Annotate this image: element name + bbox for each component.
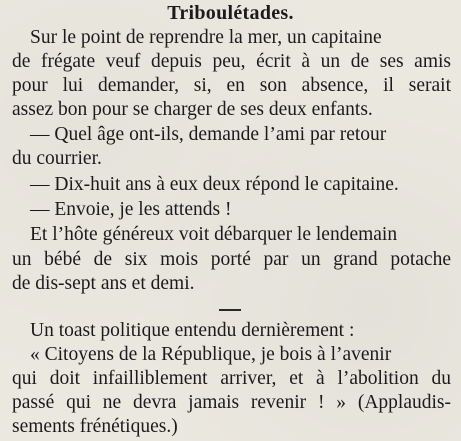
text-line: de frégate veuf depuis peu, écrit à un de ses amis xyxy=(12,51,451,72)
section-divider xyxy=(219,309,241,311)
article-title: Triboulétades. xyxy=(167,2,294,24)
text-line: de dis-sept ans et demi. xyxy=(12,273,195,294)
text-line: un bébé de six mois porté par un grand potache xyxy=(12,249,451,270)
text-line: qui doit infailliblement arriver, et à l’abolition du xyxy=(12,368,451,389)
text-line: Et l’hôte généreux voit débarquer le lendemain xyxy=(30,224,398,245)
text-line: assez bon pour se charger de ses deux enfants. xyxy=(12,99,373,120)
text-line: du courrier. xyxy=(12,148,102,169)
text-line: — Quel âge ont-ils, demande l’ami par retour xyxy=(30,124,387,145)
text-line: sements frénétiques.) xyxy=(12,416,178,437)
text-line: passé qui ne devra jamais revenir ! » (Applaudis- xyxy=(12,392,451,413)
text-line: — Dix-huit ans à eux deux répond le capitaine. xyxy=(30,174,399,195)
text-line: « Citoyens de la République, je bois à l’avenir xyxy=(30,344,392,365)
text-line: Un toast politique entendu dernièrement : xyxy=(30,320,355,341)
text-line: pour lui demander, si, en son absence, il serait xyxy=(12,75,451,96)
text-line: — Envoie, je les attends ! xyxy=(30,199,232,220)
text-line: Sur le point de reprendre la mer, un capitaine xyxy=(30,27,382,48)
